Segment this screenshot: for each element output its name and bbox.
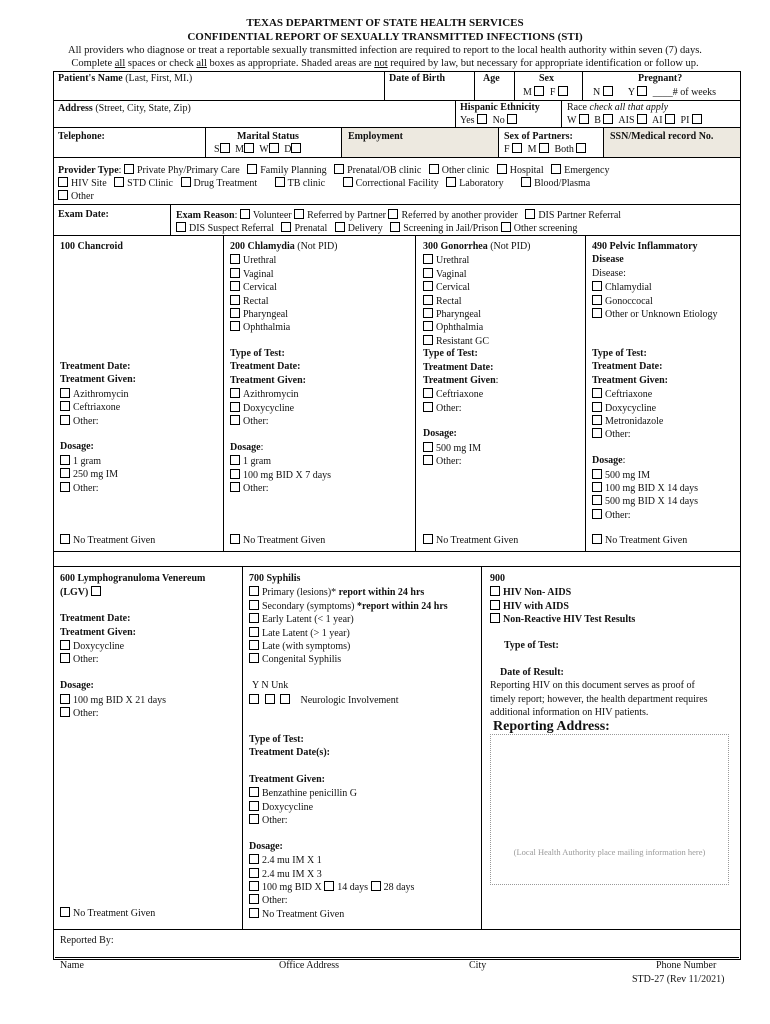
telephone-field[interactable]: Telephone:	[53, 128, 206, 158]
hispanic-no-checkbox[interactable]	[507, 114, 517, 124]
pid-treatment: Type of Test: Treatment Date: Treatment Given: Ceftriaxone Doxycycline Metronidazole Other: Dosage: 500 mg IM 100 mg BID X 14 days 500 mg BID X 14 days Other:	[592, 348, 699, 521]
marital-w-checkbox[interactable]	[269, 143, 279, 153]
syphilis-doxy-checkbox[interactable]	[249, 801, 259, 811]
pid-metronidazole-checkbox[interactable]	[592, 415, 602, 425]
gonorrhea-resistant-checkbox[interactable]	[423, 335, 433, 345]
sex-m-checkbox[interactable]	[534, 86, 544, 96]
pid-other-etiology-checkbox[interactable]	[592, 308, 602, 318]
chancroid-dos-other-checkbox[interactable]	[60, 482, 70, 492]
pid-dos-other-checkbox[interactable]	[592, 509, 602, 519]
pid-no-treatment-checkbox[interactable]	[592, 534, 602, 544]
gonorrhea-ceftriaxone-checkbox[interactable]	[423, 388, 433, 398]
pid-100mg-checkbox[interactable]	[592, 482, 602, 492]
syphilis-late-latent-checkbox[interactable]	[249, 627, 259, 637]
chancroid-content: 100 Chancroid	[60, 241, 123, 252]
pid-ceftriaxone-checkbox[interactable]	[592, 388, 602, 398]
gonorrhea-no-treatment: No Treatment Given	[423, 534, 518, 547]
chlamydia-other-checkbox[interactable]	[230, 415, 240, 425]
reason-jail-checkbox[interactable]	[390, 222, 400, 232]
pid-content: 490 Pelvic Inflammatory Disease Disease: Chlamydial Gonoccocal Other or Unknown Etiology	[592, 241, 718, 320]
syphilis-28days-checkbox[interactable]	[371, 881, 381, 891]
provider-private-checkbox[interactable]	[124, 164, 134, 174]
chancroid-no-treatment: No Treatment Given	[60, 534, 155, 547]
lgv-checkbox[interactable]	[91, 586, 101, 596]
lgv-other-checkbox[interactable]	[60, 653, 70, 663]
provider-correctional-checkbox[interactable]	[343, 177, 353, 187]
pid-chlamydial-checkbox[interactable]	[592, 281, 602, 291]
marital-s-checkbox[interactable]	[220, 143, 230, 153]
partners-m-checkbox[interactable]	[539, 143, 549, 153]
chlamydia-no-treatment-checkbox[interactable]	[230, 534, 240, 544]
provider-other-checkbox[interactable]	[58, 190, 68, 200]
pid-gonoccocal-checkbox[interactable]	[592, 295, 602, 305]
chlamydia-cervical-checkbox[interactable]	[230, 281, 240, 291]
patient-name-field[interactable]: Patient's Name (Last, First, MI.)	[53, 71, 385, 101]
syphilis-content: 700 Syphilis Primary (lesions)* report within 24 hrs Secondary (symptoms) *report within 24 hrs Early Latent (< 1 year) Late Latent (> 1 year) Late (with symptoms) Congenital Syphilis Y N Unk Neurologic Involvement Type of Test: Treatment Date(s): Treatment Given: Benzathine penicillin G Doxycycline Other: Dosage: 2.4 mu IM X 1 2.4 mu IM X 3 100 mg BID X 14 days 28 days Other: No Treatment Given	[249, 573, 448, 920]
gonorrhea-content: 300 Gonorrhea (Not PID) Urethral Vaginal Cervical Rectal Pharyngeal Ophthalmia Resistant GC Type of Test: Treatment Date: Treatment Given: Ceftriaxone Other: Dosage: 500 mg IM Other:	[423, 241, 531, 468]
syphilis-100mg-checkbox[interactable]	[249, 881, 259, 891]
sex-f-checkbox[interactable]	[558, 86, 568, 96]
reporting-address-title: Reporting Address:	[493, 719, 610, 734]
hispanic-field: Hispanic Ethnicity Yes No	[456, 101, 562, 128]
marital-m-checkbox[interactable]	[244, 143, 254, 153]
gonorrhea-urethral-checkbox[interactable]	[423, 254, 433, 264]
chlamydia-dos-other-checkbox[interactable]	[230, 482, 240, 492]
partners-field: Sex of Partners: F M Both	[499, 128, 604, 158]
syphilis-no-treatment-checkbox[interactable]	[249, 908, 259, 918]
partners-both-checkbox[interactable]	[576, 143, 586, 153]
gonorrhea-dos-other-checkbox[interactable]	[423, 455, 433, 465]
gonorrhea-ophthalmia-checkbox[interactable]	[423, 321, 433, 331]
provider-emergency-checkbox[interactable]	[551, 164, 561, 174]
hiv-content: 900 HIV Non- AIDS HIV with AIDS Non-Reactive HIV Test Results Type of Test: Date of Result: Reporting HIV on this document serves as proof of timely report; however, the health department requires additional information on HIV patients.	[490, 573, 708, 718]
address-field[interactable]: Address (Street, City, State, Zip)	[53, 101, 456, 128]
race-ais-checkbox[interactable]	[637, 114, 647, 124]
lgv-100mg-checkbox[interactable]	[60, 694, 70, 704]
provider-drug-treatment-checkbox[interactable]	[181, 177, 191, 187]
exam-reason-section: Exam Reason: Volunteer Referred by Partner Referred by another provider DIS Partner Referral DIS Suspect Referral Prenatal Delivery Screening in Jail/Prison Other screening	[171, 205, 741, 236]
pregnant-field: Pregnant? N Y ____# of weeks	[583, 71, 741, 101]
partners-f-checkbox[interactable]	[512, 143, 522, 153]
marital-d-checkbox[interactable]	[291, 143, 301, 153]
syphilis-early-latent-checkbox[interactable]	[249, 613, 259, 623]
pid-doxy-checkbox[interactable]	[592, 402, 602, 412]
syphilis-2-4-x1-checkbox[interactable]	[249, 854, 259, 864]
chlamydia-pharyngeal-checkbox[interactable]	[230, 308, 240, 318]
reason-delivery-checkbox[interactable]	[335, 222, 345, 232]
lgv-content: 600 Lymphogranuloma Venereum (LGV) Treatment Date: Treatment Given: Doxycycline Other: Dosage: 100 mg BID X 21 days Other:	[60, 573, 206, 719]
race-b-checkbox[interactable]	[603, 114, 613, 124]
chlamydia-no-treatment: No Treatment Given	[230, 534, 325, 547]
syphilis-late-checkbox[interactable]	[249, 640, 259, 650]
syphilis-penicillin-checkbox[interactable]	[249, 787, 259, 797]
lgv-no-treatment: No Treatment Given	[60, 907, 155, 920]
instructions-line1: All providers who diagnose or treat a reportable sexually transmitted infection are required to report to the local health authority within seven (7) days.	[68, 45, 702, 56]
syphilis-dos-other-checkbox[interactable]	[249, 894, 259, 904]
form-subtitle: CONFIDENTIAL REPORT OF SEXUALLY TRANSMITTED INFECTIONS (STI)	[187, 31, 583, 43]
reason-partner-checkbox[interactable]	[294, 209, 304, 219]
gonorrhea-rectal-checkbox[interactable]	[423, 295, 433, 305]
race-field: Race check all that apply W B AIS AI PI	[562, 101, 741, 128]
syphilis-congenital-checkbox[interactable]	[249, 653, 259, 663]
pregnant-y-checkbox[interactable]	[637, 86, 647, 96]
reported-by-line[interactable]	[55, 957, 739, 958]
syphilis-primary-checkbox[interactable]	[249, 586, 259, 596]
hispanic-yes-checkbox[interactable]	[477, 114, 487, 124]
chlamydia-1g-checkbox[interactable]	[230, 455, 240, 465]
footer-city: City	[469, 960, 487, 971]
reason-dis-suspect-checkbox[interactable]	[176, 222, 186, 232]
gonorrhea-cervical-checkbox[interactable]	[423, 281, 433, 291]
race-ai-checkbox[interactable]	[665, 114, 675, 124]
provider-blood-plasma-checkbox[interactable]	[521, 177, 531, 187]
employment-field[interactable]: Employment	[342, 128, 499, 158]
provider-other-clinic-checkbox[interactable]	[429, 164, 439, 174]
marital-status-field: Marital Status S M W D	[206, 128, 342, 158]
pid-500mg-im-checkbox[interactable]	[592, 469, 602, 479]
gonorrhea-500mg-checkbox[interactable]	[423, 442, 433, 452]
provider-type-section: Provider Type: Private Phy/Primary Care Family Planning Prenatal/OB clinic Other clinic Hospital Emergency HIV Site STD Clinic Drug Treatment TB clinic Correctional Facility Laboratory Blood/Plasma Other	[53, 158, 741, 205]
reporting-address-box[interactable]: (Local Health Authority place mailing information here)	[490, 734, 729, 885]
chlamydia-vaginal-checkbox[interactable]	[230, 268, 240, 278]
syphilis-2-4-x3-checkbox[interactable]	[249, 868, 259, 878]
exam-date-field[interactable]: Exam Date:	[53, 205, 171, 236]
footer-office: Office Address	[279, 960, 340, 971]
footer-phone: Phone Number	[656, 960, 717, 971]
reported-by-label: Reported By:	[60, 935, 114, 946]
chancroid-no-treatment-checkbox[interactable]	[60, 534, 70, 544]
lgv-dos-other-checkbox[interactable]	[60, 707, 70, 717]
reason-prenatal-checkbox[interactable]	[281, 222, 291, 232]
syphilis-other-checkbox[interactable]	[249, 814, 259, 824]
reason-other-screening-checkbox[interactable]	[501, 222, 511, 232]
chancroid-1g-checkbox[interactable]	[60, 455, 70, 465]
race-w-checkbox[interactable]	[579, 114, 589, 124]
syphilis-14days-checkbox[interactable]	[324, 881, 334, 891]
gonorrhea-other-checkbox[interactable]	[423, 402, 433, 412]
chancroid-250mg-checkbox[interactable]	[60, 468, 70, 478]
provider-family-planning-checkbox[interactable]	[247, 164, 257, 174]
gonorrhea-vaginal-checkbox[interactable]	[423, 268, 433, 278]
neuro-unk-checkbox[interactable]	[280, 694, 290, 704]
chancroid-azithro-checkbox[interactable]	[60, 388, 70, 398]
chlamydia-100mg-checkbox[interactable]	[230, 469, 240, 479]
chlamydia-rectal-checkbox[interactable]	[230, 295, 240, 305]
chlamydia-azithro-checkbox[interactable]	[230, 388, 240, 398]
chlamydia-urethral-checkbox[interactable]	[230, 254, 240, 264]
age-field[interactable]: Age	[475, 71, 515, 101]
form-title: TEXAS DEPARTMENT OF STATE HEALTH SERVICES	[246, 17, 524, 29]
pid-no-treatment: No Treatment Given	[592, 534, 687, 547]
chlamydia-treatment: Type of Test: Treatment Date: Treatment Given: Azithromycin Doxycycline Other: Dosage: 1 gram 100 mg BID X 7 days Other:	[230, 348, 332, 494]
form-number: STD-27 (Rev 11/2021)	[632, 974, 725, 985]
footer-name: Name	[60, 960, 84, 971]
chancroid-other-checkbox[interactable]	[60, 415, 70, 425]
instructions-line2: Complete all spaces or check all boxes as appropriate. Shaded areas are not required by law, but necessary for appropriate identification or follow up.	[71, 58, 699, 69]
syphilis-secondary-checkbox[interactable]	[249, 600, 259, 610]
hiv-non-reactive-checkbox[interactable]	[490, 613, 500, 623]
neuro-y-checkbox[interactable]	[249, 694, 259, 704]
gonorrhea-pharyngeal-checkbox[interactable]	[423, 308, 433, 318]
provider-prenatal-checkbox[interactable]	[334, 164, 344, 174]
pid-500mg-bid-checkbox[interactable]	[592, 495, 602, 505]
chancroid-ceftriaxone-checkbox[interactable]	[60, 401, 70, 411]
chlamydia-ophthalmia-checkbox[interactable]	[230, 321, 240, 331]
sex-field: Sex M F	[515, 71, 583, 101]
race-pi-checkbox[interactable]	[692, 114, 702, 124]
reason-volunteer-checkbox[interactable]	[240, 209, 250, 219]
chlamydia-content: 200 Chlamydia (Not PID) Urethral Vaginal Cervical Rectal Pharyngeal Ophthalmia	[230, 241, 338, 334]
pregnant-n-checkbox[interactable]	[603, 86, 613, 96]
gonorrhea-no-treatment-checkbox[interactable]	[423, 534, 433, 544]
chancroid-treatment: Treatment Date: Treatment Given: Azithromycin Ceftriaxone Other: Dosage: 1 gram 250 mg IM Other:	[60, 361, 137, 494]
provider-hiv-site-checkbox[interactable]	[58, 177, 68, 187]
chlamydia-doxy-checkbox[interactable]	[230, 402, 240, 412]
provider-hospital-checkbox[interactable]	[497, 164, 507, 174]
provider-laboratory-checkbox[interactable]	[446, 177, 456, 187]
reason-dis-partner-checkbox[interactable]	[525, 209, 535, 219]
reason-provider-checkbox[interactable]	[388, 209, 398, 219]
hiv-aids-checkbox[interactable]	[490, 600, 500, 610]
provider-std-clinic-checkbox[interactable]	[114, 177, 124, 187]
lgv-doxy-checkbox[interactable]	[60, 640, 70, 650]
provider-tb-clinic-checkbox[interactable]	[275, 177, 285, 187]
neuro-n-checkbox[interactable]	[265, 694, 275, 704]
hiv-non-aids-checkbox[interactable]	[490, 586, 500, 596]
lgv-no-treatment-checkbox[interactable]	[60, 907, 70, 917]
pid-other-checkbox[interactable]	[592, 428, 602, 438]
ssn-field[interactable]: SSN/Medical record No.	[604, 128, 741, 158]
dob-field[interactable]: Date of Birth	[385, 71, 475, 101]
